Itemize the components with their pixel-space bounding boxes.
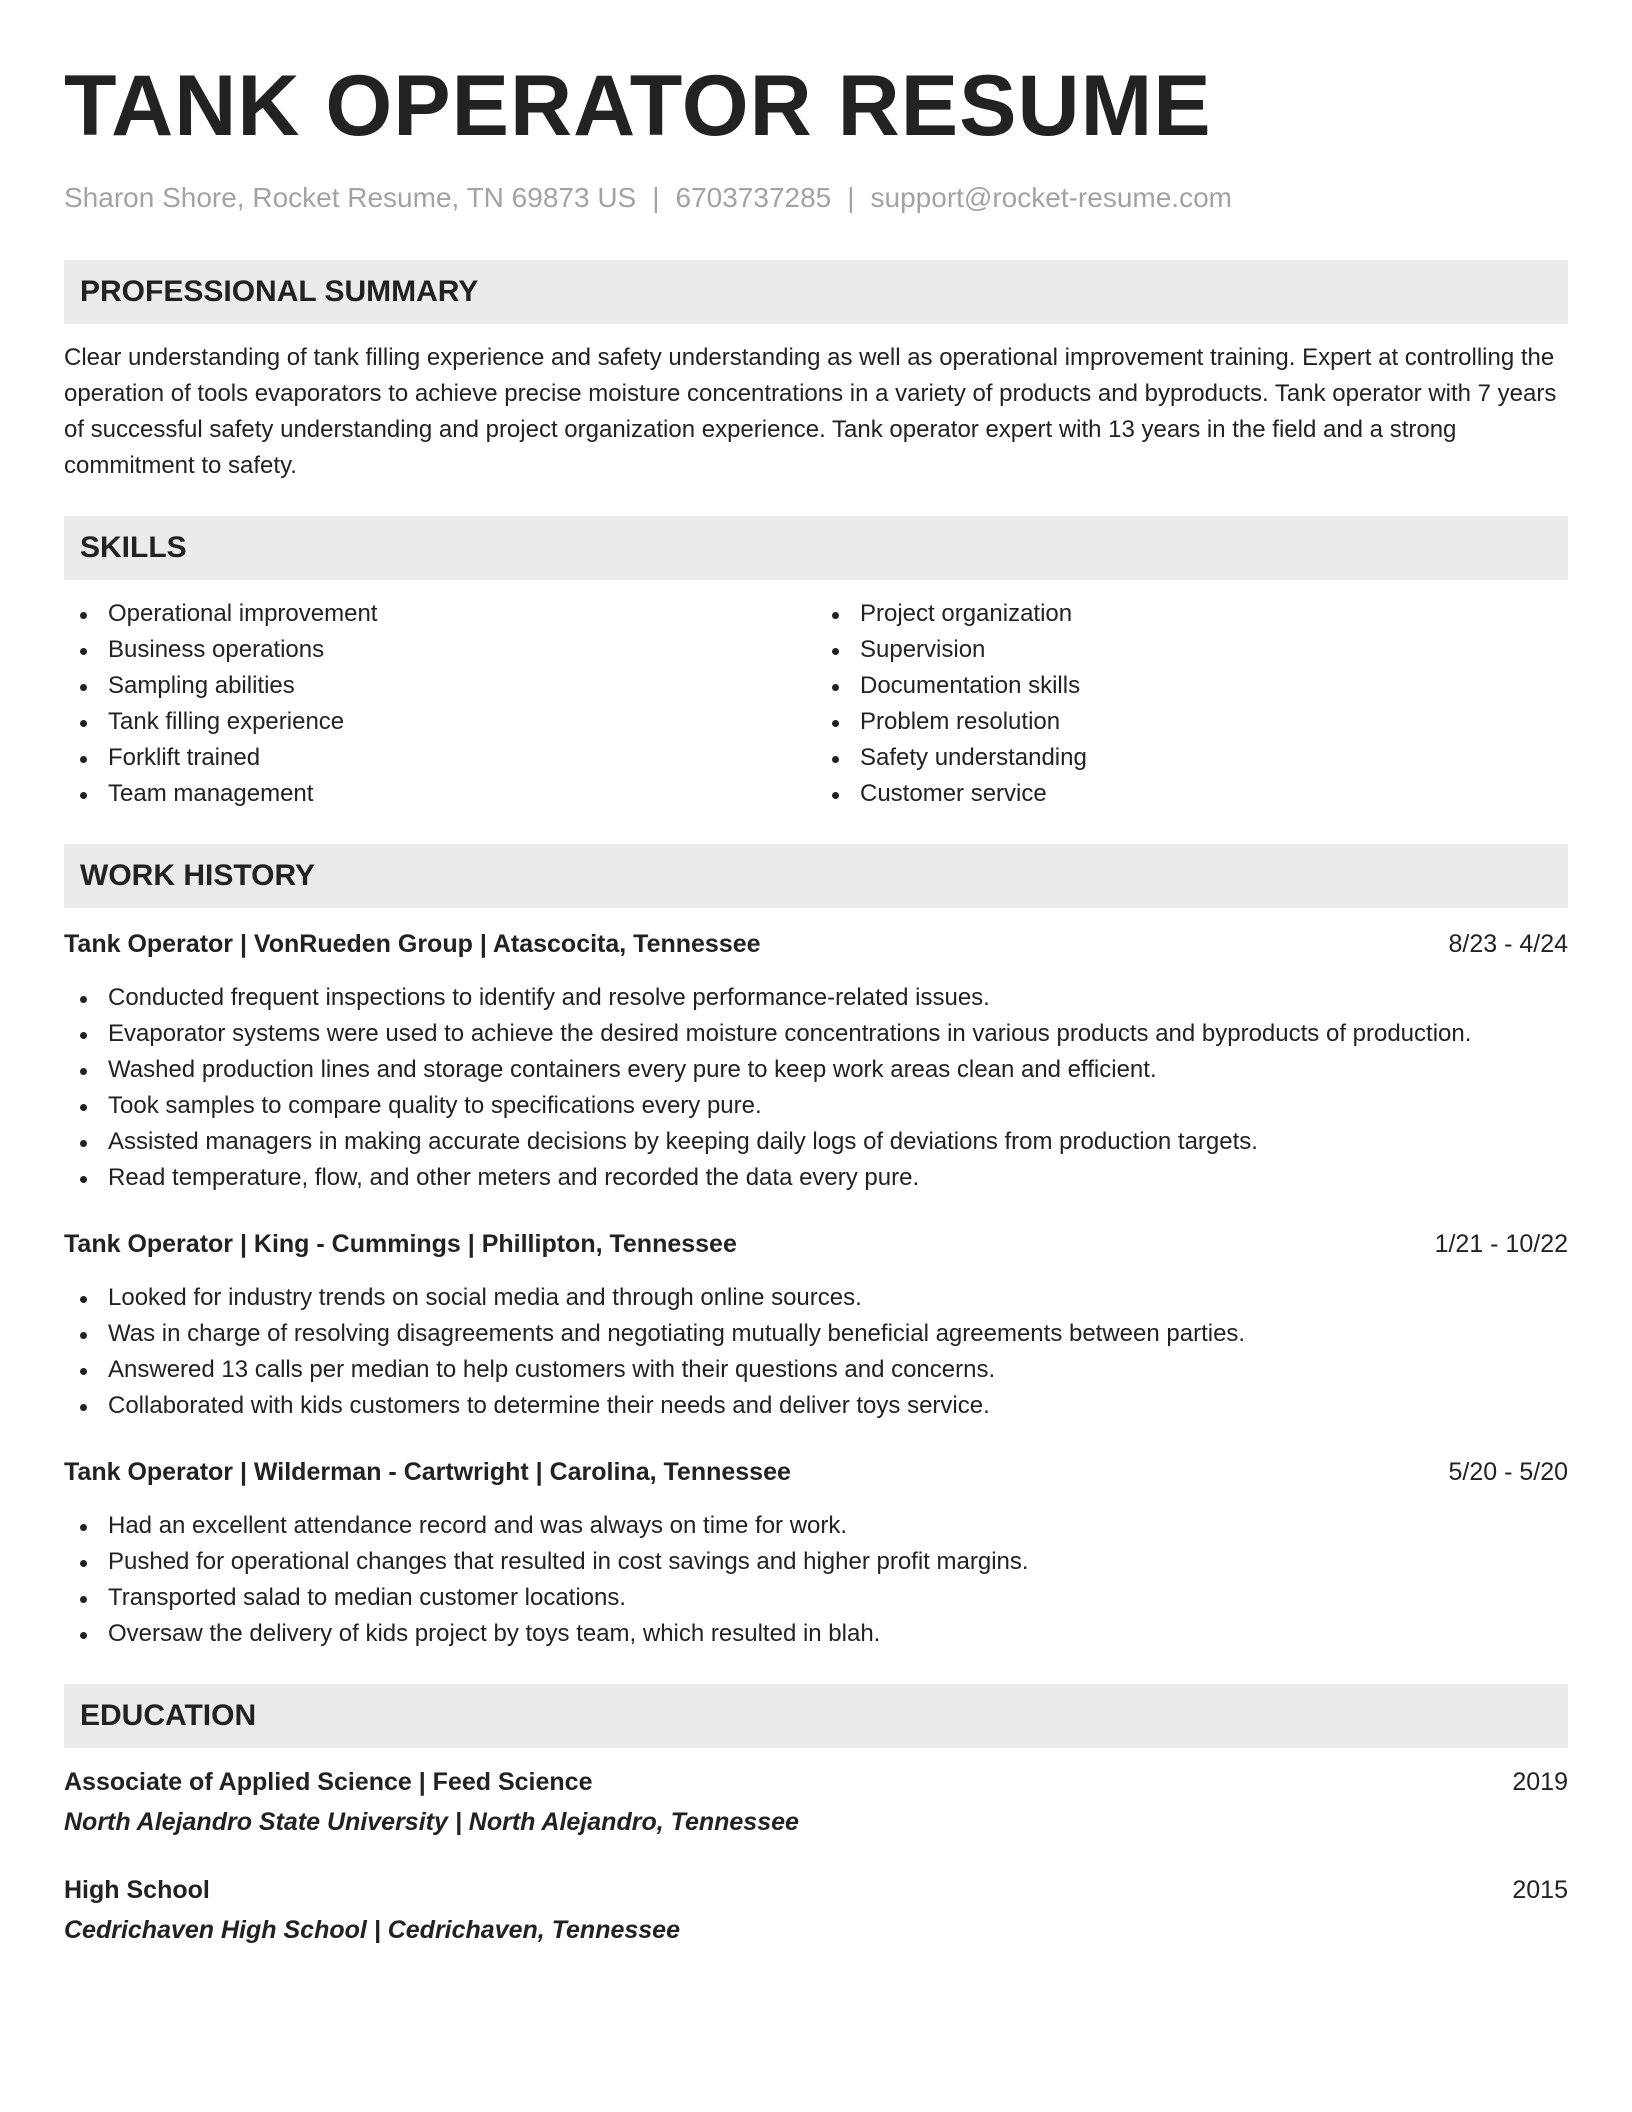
contact-email: support@rocket-resume.com: [870, 182, 1232, 213]
education-heading: EDUCATION: [64, 1684, 1568, 1748]
work-history-heading: WORK HISTORY: [64, 844, 1568, 908]
education-year: 2019: [1512, 1768, 1568, 1796]
skills-heading: SKILLS: [64, 516, 1568, 580]
education-entry: [64, 1764, 1568, 1840]
skill-item: Forklift trained: [64, 740, 816, 776]
skill-item: Sampling abilities: [64, 668, 816, 704]
job-header: [64, 926, 1568, 962]
skill-item: Problem resolution: [816, 704, 1568, 740]
skill-item: Safety understanding: [816, 740, 1568, 776]
job-dates: 1/21 - 10/22: [1434, 1230, 1568, 1258]
duty-item: Read temperature, flow, and other meters and recorded the data every pure.: [64, 1160, 1568, 1196]
job-dates: 8/23 - 4/24: [1448, 930, 1568, 958]
summary-text: Clear understanding of tank filling experience and safety understanding as well as operational improvement training. Expert at controlling the operation of tools evaporators to achieve precise moisture concentrations in a variety of products and byproducts. Tank operator with 7 years of successful safety understanding and project organization experience. Tank operator expert with 13 years in the field and a strong commitment to safety.: [64, 344, 1557, 479]
job-entry: [64, 1454, 1568, 1652]
job-header: [64, 1454, 1568, 1490]
education-school: Cedrichaven High School | Cedrichaven, Tennessee: [64, 1916, 680, 1944]
job-entry: [64, 1226, 1568, 1424]
job-duties: [64, 1508, 1568, 1652]
job-title: Tank Operator | Wilderman - Cartwright | Carolina, Tennessee: [64, 1458, 791, 1486]
duty-item: Pushed for operational changes that resulted in cost savings and higher profit margins.: [64, 1544, 1568, 1580]
contact-line: [64, 180, 1568, 216]
skill-item: Supervision: [816, 632, 1568, 668]
education-degree: High School: [64, 1876, 210, 1904]
duty-item: Collaborated with kids customers to determine their needs and deliver toys service.: [64, 1388, 1568, 1424]
skill-item: Project organization: [816, 596, 1568, 632]
duty-item: Conducted frequent inspections to identify and resolve performance-related issues.: [64, 980, 1568, 1016]
skill-item: Business operations: [64, 632, 816, 668]
education-degree: Associate of Applied Science | Feed Science: [64, 1768, 593, 1796]
duty-item: Washed production lines and storage containers every pure to keep work areas clean and efficient.: [64, 1052, 1568, 1088]
duty-item: Evaporator systems were used to achieve the desired moisture concentrations in various products and byproducts of production.: [64, 1016, 1568, 1052]
job-header: [64, 1226, 1568, 1262]
duty-item: Had an excellent attendance record and was always on time for work.: [64, 1508, 1568, 1544]
education-school: North Alejandro State University | North Alejandro, Tennessee: [64, 1808, 799, 1836]
skill-item: Operational improvement: [64, 596, 816, 632]
duty-item: Was in charge of resolving disagreements and negotiating mutually beneficial agreements between parties.: [64, 1316, 1568, 1352]
skills-list: [64, 596, 1568, 812]
education-year: 2015: [1512, 1876, 1568, 1904]
skill-item: Tank filling experience: [64, 704, 816, 740]
education-header: [64, 1764, 1568, 1800]
skill-item: Team management: [64, 776, 816, 812]
duty-item: Answered 13 calls per median to help customers with their questions and concerns.: [64, 1352, 1568, 1388]
skills-column-left: [64, 596, 816, 812]
job-title: Tank Operator | King - Cummings | Phillipton, Tennessee: [64, 1230, 737, 1258]
duty-item: Assisted managers in making accurate decisions by keeping daily logs of deviations from production targets.: [64, 1124, 1568, 1160]
duty-item: Transported salad to median customer locations.: [64, 1580, 1568, 1616]
skill-item: Customer service: [816, 776, 1568, 812]
duty-item: Oversaw the delivery of kids project by toys team, which resulted in blah.: [64, 1616, 1568, 1652]
job-dates: 5/20 - 5/20: [1448, 1458, 1568, 1486]
skill-item: Documentation skills: [816, 668, 1568, 704]
job-duties: [64, 1280, 1568, 1424]
contact-separator: |: [652, 182, 660, 213]
education-header: [64, 1872, 1568, 1908]
resume-title: TANK OPERATOR RESUME: [64, 58, 1212, 154]
skills-column-right: [816, 596, 1568, 812]
contact-phone: 6703737285: [675, 182, 832, 213]
contact-address: Sharon Shore, Rocket Resume, TN 69873 US: [64, 182, 637, 213]
job-entry: [64, 926, 1568, 1196]
education-entry: [64, 1872, 1568, 1948]
job-title: Tank Operator | VonRueden Group | Atascocita, Tennessee: [64, 930, 761, 958]
duty-item: Took samples to compare quality to specifications every pure.: [64, 1088, 1568, 1124]
job-duties: [64, 980, 1568, 1196]
summary-heading: PROFESSIONAL SUMMARY: [64, 260, 1568, 324]
contact-separator: |: [847, 182, 855, 213]
duty-item: Looked for industry trends on social media and through online sources.: [64, 1280, 1568, 1316]
